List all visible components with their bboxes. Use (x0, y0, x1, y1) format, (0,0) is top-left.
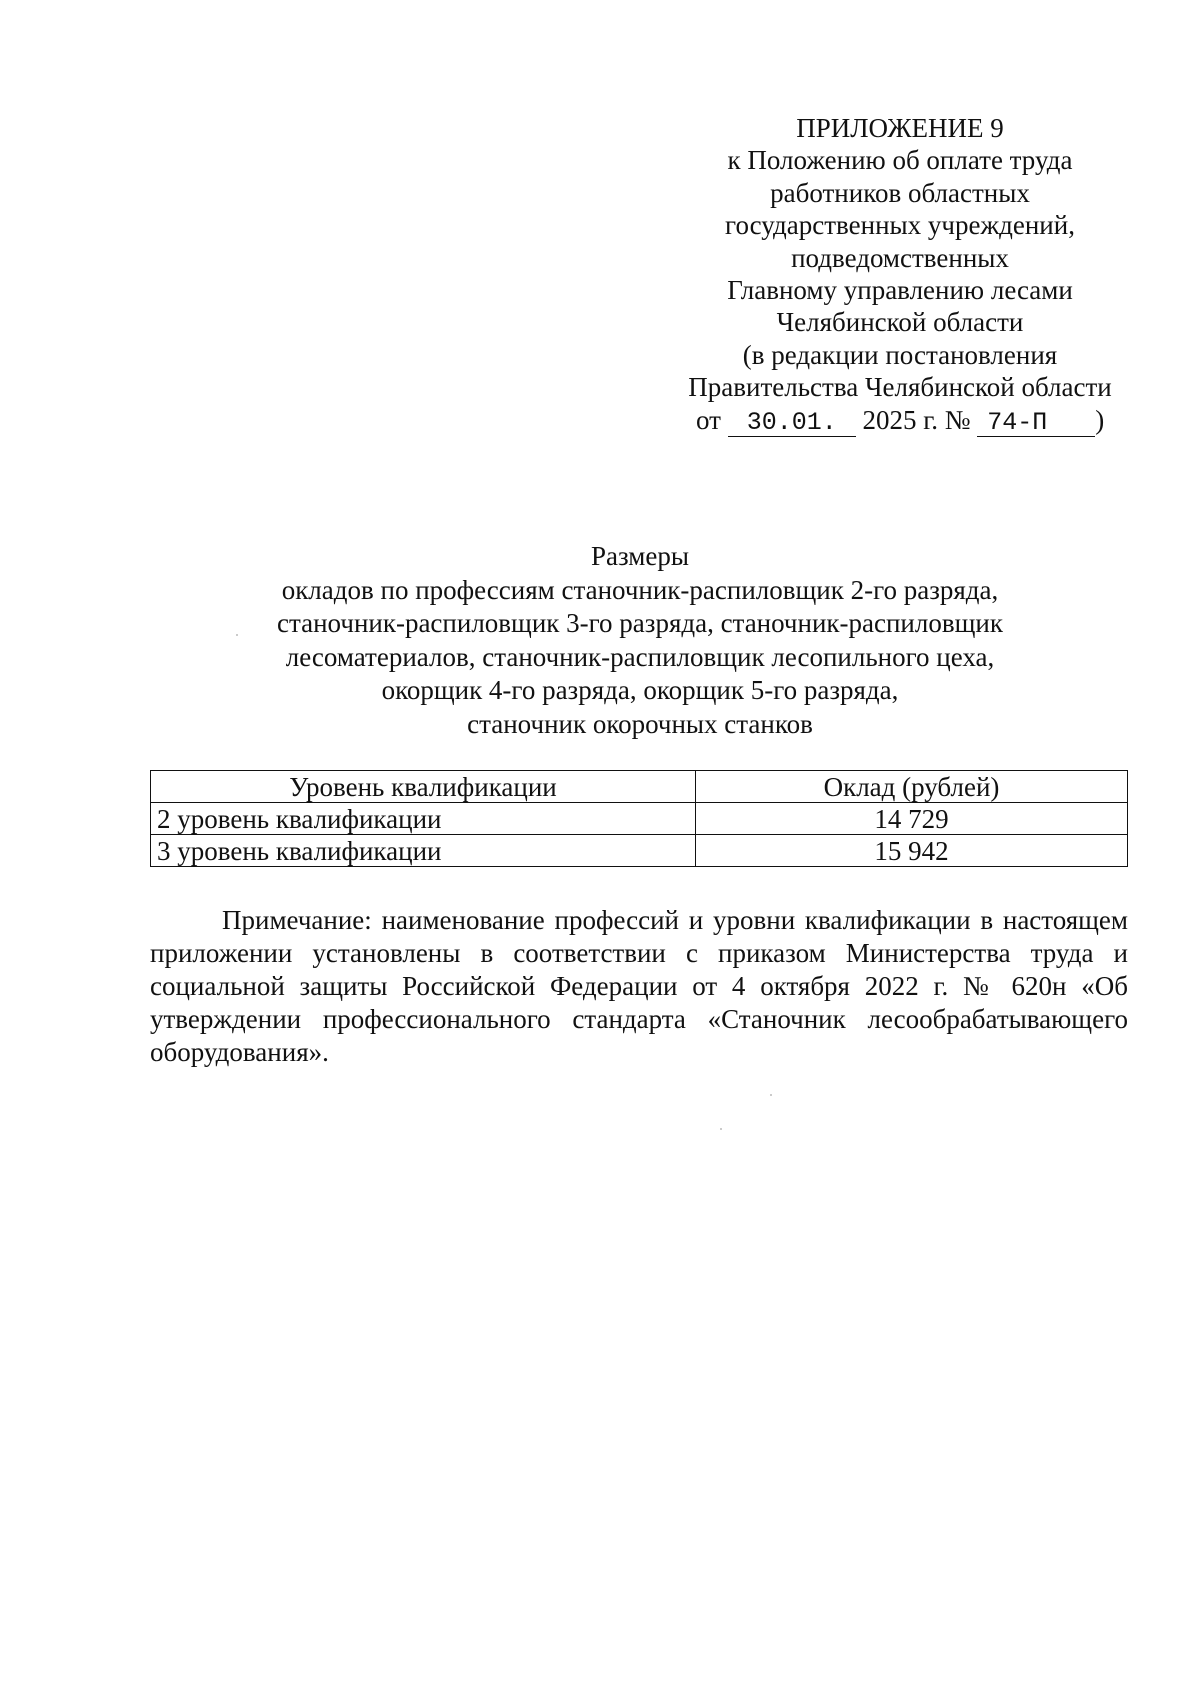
appendix-line: Главному управлению лесами (727, 275, 1073, 306)
resolution-number-field: 74-П (977, 410, 1095, 437)
table-cell-salary: 14 729 (696, 803, 1128, 835)
table-row (151, 835, 1128, 867)
document-title (150, 540, 1130, 741)
title-line: станочник окорочных станков (467, 708, 813, 739)
header-salary: Оклад (рублей) (696, 771, 1128, 803)
resolution-date-line (660, 404, 1140, 437)
appendix-line: Правительства Челябинской области (688, 372, 1112, 403)
header-qualification-level: Уровень квалификации (151, 771, 696, 803)
table-header-row (151, 771, 1128, 803)
scan-speck (770, 1094, 772, 1096)
year-text: 2025 г. № (862, 404, 971, 435)
title-line: станочник-распиловщик 3-го разряда, станочник-распиловщик (277, 608, 1003, 638)
appendix-line: Челябинской области (776, 307, 1024, 338)
resolution-date-field: 30.01. (728, 410, 856, 437)
title-line: окладов по профессиям станочник-распиловщик 2-го разряда, (281, 574, 999, 605)
table-cell-level: 2 уровень квалификации (151, 803, 696, 835)
appendix-line: подведомственных (791, 242, 1009, 273)
appendix-line: работников областных (770, 177, 1030, 208)
appendix-title: ПРИЛОЖЕНИЕ 9 (796, 113, 1004, 143)
scan-speck (236, 634, 238, 636)
table-cell-salary: 15 942 (696, 835, 1128, 867)
salary-table (150, 770, 1128, 867)
title-heading: Размеры (591, 541, 689, 571)
title-line: окорщик 4-го разряда, окорщик 5-го разряда, (381, 675, 899, 705)
table-cell-level: 3 уровень квалификации (151, 835, 696, 867)
title-line: лесоматериалов, станочник-распиловщик лесопильного цеха, (285, 641, 995, 672)
date-prefix: от (696, 404, 721, 435)
appendix-line: (в редакции постановления (742, 339, 1058, 370)
appendix-line: государственных учреждений, (725, 210, 1075, 241)
appendix-line: к Положению об оплате труда (727, 145, 1073, 176)
scan-speck (720, 1128, 722, 1130)
note-paragraph: Примечание: наименование профессий и уровни квалификации в настоящем приложении установлены в соответствии с приказом Министерства труда и социальной защиты Российской Федерации от 4 октября 2022 г. № 620н «Об утверждении профессионального стандарта «Станочник лесообрабатывающего оборудования». (150, 905, 1128, 1067)
table-row (151, 803, 1128, 835)
closing-paren: ) (1095, 404, 1105, 435)
appendix-header (660, 112, 1140, 437)
